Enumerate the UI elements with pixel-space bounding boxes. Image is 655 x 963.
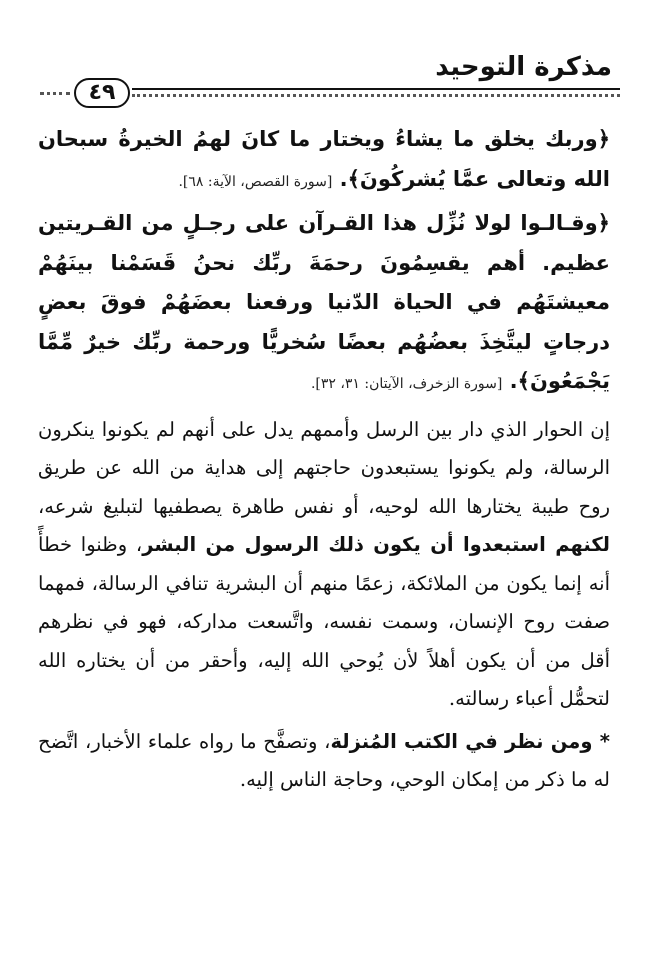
book-title: مذكرة التوحيد xyxy=(435,52,612,82)
verse-reference: [سورة الزخرف، الآيتان: ٣١، ٣٢]. xyxy=(310,376,503,392)
paragraph-text: ، وظنوا خطأً أنه إنما يكون من الملائكة، زعمًا منهم أن البشرية تنافي الرسالة، فمهما صفت روح الإنسان، وسمت نفسه، واتَّسعت مداركه، فهو في نظرهم أقل من أن يكون أهلاً لأن يُوحي الله إليه، وأحقر من أن يختاره الله لتحمُّل أعباء رسالته. xyxy=(38,533,610,710)
body-paragraph xyxy=(38,723,610,800)
paragraph-emphasis: لكنهم استبعدوا أن يكون ذلك الرسول من البشر xyxy=(142,533,611,556)
header-rule xyxy=(132,88,620,90)
page-header xyxy=(40,40,620,112)
header-left-rule xyxy=(40,92,70,95)
paragraph-text: ، وتصفَّح ما رواه علماء الأخبار، اتَّضح له ما ذكر من إمكان الوحي، وحاجة الناس إليه. xyxy=(38,729,610,791)
verse-text: ﴿وقـالـوا لولا نُزِّل هذا القـرآن على رجـلٍ من القـريتين عظيم. أهم يقسِمُونَ رحمَةَ ربِّك نحنُ قَسَمْنا بينَهُمْ معيشتَهُم في الحياة الدّنيا ورفعنا بعضَهُمْ فوقَ بعضٍ درجاتٍ ليتَّخِذَ بعضُهُم بعضًا سُخريًّا ورحمة ربِّك خيرٌ مِّمَّا يَجْمَعُونَ﴾. xyxy=(38,211,610,393)
page-number: ٤٩ xyxy=(74,78,130,108)
verse-block xyxy=(38,204,610,405)
verse-reference: [سورة القصص، الآية: ٦٨]. xyxy=(178,173,333,190)
body-paragraph xyxy=(38,411,610,719)
header-dotted-rule xyxy=(132,94,620,97)
paragraph-emphasis: * ومن نظر في الكتب المُنزلة xyxy=(330,729,610,753)
page-body xyxy=(38,120,610,800)
paragraph-text: إن الحوار الذي دار بين الرسل وأممهم يدل على أنهم لم يكونوا ينكرون الرسالة، ولم يكونوا يستبعدون حاجتهم إلى هداية من الله عن طريق روح طيبة يختارها الله لوحيه، أو نفس طاهرة يصطفيها لتبليغ شرعه، xyxy=(38,417,610,518)
verse-text: ﴿وربك يخلق ما يشاءُ ويختار ما كانَ لهمُ الخيرةُ سبحان الله وتعالى عمَّا يُشركُونَ﴾. xyxy=(38,127,610,191)
verse-block xyxy=(38,120,610,202)
